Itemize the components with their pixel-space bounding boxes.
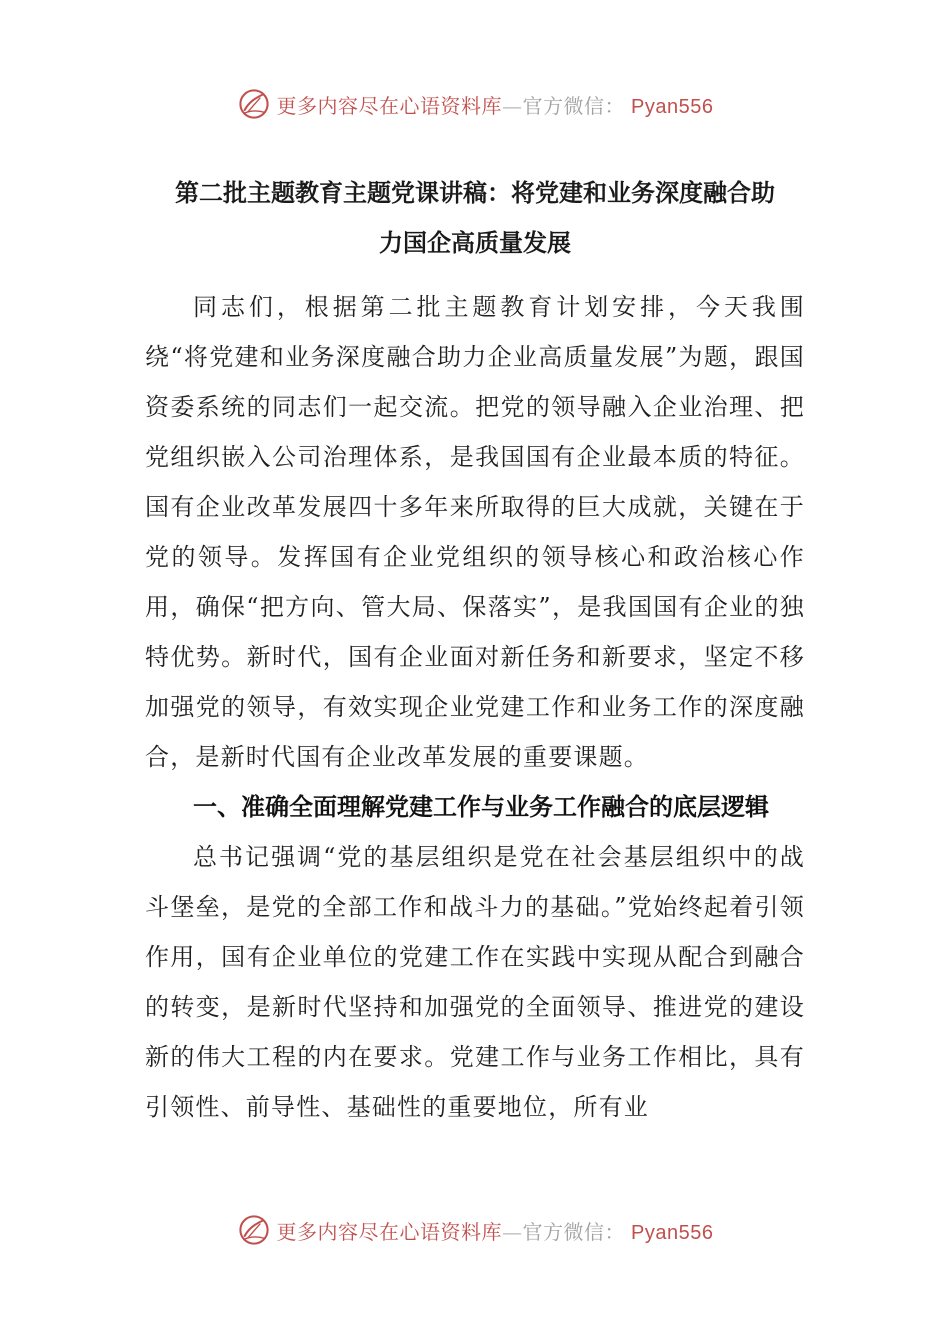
document-body: [145, 282, 805, 1132]
paragraph-section-1: 总书记强调“党的基层组织是党在社会基层组织中的战斗堡垒，是党的全部工作和战斗力的基础。”党始终起着引领作用，国有企业单位的党建工作在实践中实现从配合到融合的转变，是新时代坚持和加强党的全面领导、推进党的建设新的伟大工程的内在要求。党建工作与业务工作相比，具有引领性、前导性、基础性的重要地位，所有业: [145, 843, 805, 1121]
banner-text: [277, 1216, 714, 1245]
banner-separator: —: [502, 93, 523, 118]
banner-main-text: 更多内容尽在心语资料库: [276, 1219, 503, 1244]
banner-wechat-id: Pyan556: [631, 1221, 714, 1244]
banner-separator: —: [502, 1219, 523, 1244]
paragraph-intro: 同志们，根据第二批主题教育计划安排，今天我围绕“将党建和业务深度融合助力企业高质量发展”为题，跟国资委系统的同志们一起交流。把党的领导融入企业治理、把党组织嵌入公司治理体系，是我国国有企业最本质的特征。国有企业改革发展四十多年来所取得的巨大成就，关键在于党的领导。发挥国有企业党组织的领导核心和政治核心作用，确保“把方向、管大局、保落实”，是我国国有企业的独特优势。新时代，国有企业面对新任务和新要求，坚定不移加强党的领导，有效实现企业党建工作和业务工作的深度融合，是新时代国有企业改革发展的重要课题。: [145, 293, 805, 771]
banner-wechat-id: Pyan556: [631, 95, 714, 118]
document-title: [150, 168, 800, 268]
header-banner: [0, 80, 950, 128]
banner-main-text: 更多内容尽在心语资料库: [276, 93, 503, 118]
title-line-1: 第二批主题教育主题党课讲稿：将党建和业务深度融合助: [175, 179, 775, 207]
banner-text: [277, 90, 714, 119]
pen-signature-icon: [237, 87, 271, 121]
section-heading-1: 一、准确全面理解党建工作与业务工作融合的底层逻辑: [193, 793, 769, 821]
title-line-2: 力国企高质量发展: [379, 229, 571, 257]
banner-rest-text: 官方微信：: [522, 1219, 626, 1244]
footer-banner: [0, 1206, 950, 1254]
banner-rest-text: 官方微信：: [522, 93, 626, 118]
pen-signature-icon: [237, 1213, 271, 1247]
